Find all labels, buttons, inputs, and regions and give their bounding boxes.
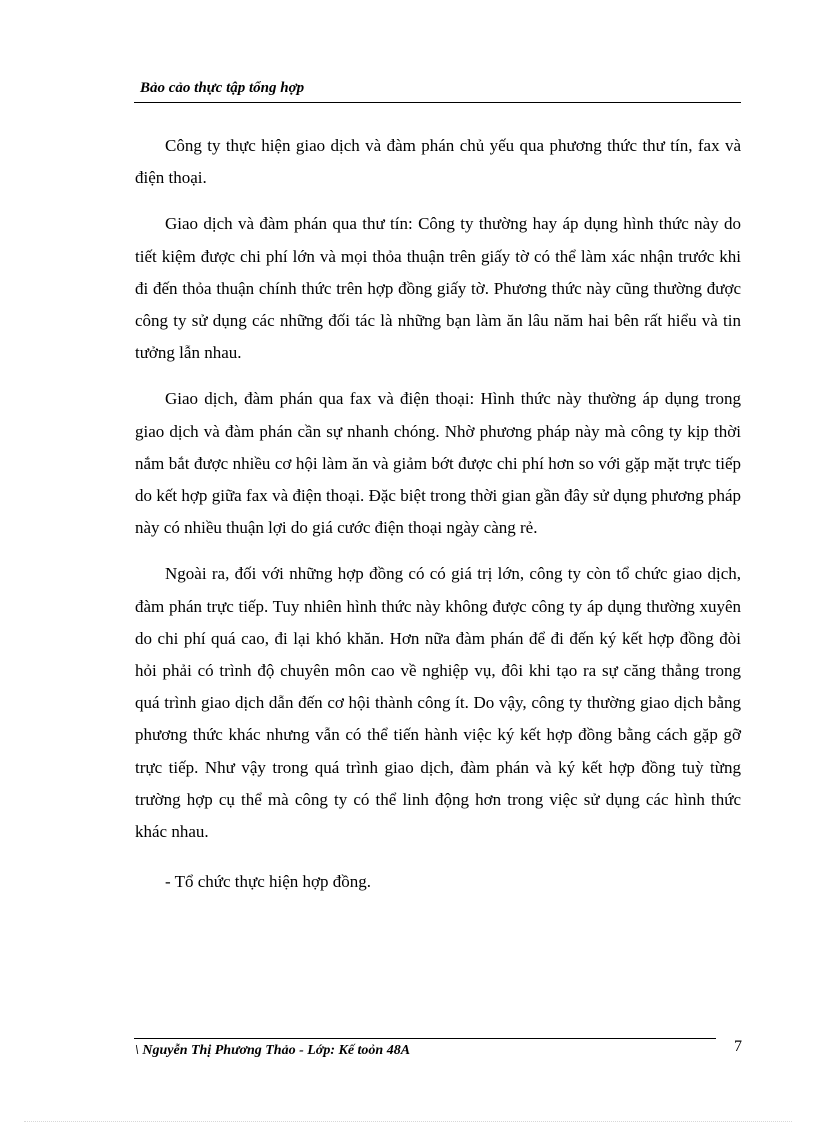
page-edge (24, 1121, 792, 1122)
header-divider (134, 102, 741, 103)
footer-divider (134, 1038, 716, 1039)
footer-author: \ Nguyễn Thị Phương Thảo - Lớp: Kế toỏn 48A (135, 1043, 411, 1058)
document-body (135, 130, 741, 898)
page-number: 7 (734, 1038, 742, 1055)
page-header-title: Bảo cảo thực tập tổng hợp (140, 80, 305, 96)
paragraph: Công ty thực hiện giao dịch và đàm phán chủ yếu qua phương thức thư tín, fax và điện thoại. (135, 136, 741, 188)
paragraph: Ngoài ra, đối với những hợp đồng có có giá trị lớn, công ty còn tổ chức giao dịch, đàm phán trực tiếp. Tuy nhiên hình thức này không được công ty áp dụng thường xuyên do chi phí quá cao, đi lại khó khăn. Hơn nữa đàm phán để đi đến ký kết hợp đồng đòi hỏi phải có trình độ chuyên môn cao về nghiệp vụ, đôi khi tạo ra sự căng thẳng trong quá trình giao dịch dẫn đến cơ hội thành công ít. Do vậy, công ty thường giao dịch bằng phương thức khác nhưng vẫn có thể tiến hành việc ký kết hợp đồng bằng cách gặp gỡ trực tiếp. Như vậy trong quá trình giao dịch, đàm phán và ký kết hợp đồng tuỳ từng trường hợp cụ thể mà công ty có thể linh động hơn trong việc sử dụng các hình thức khác nhau. (135, 564, 741, 842)
paragraph: Giao dịch và đàm phán qua thư tín: Công ty thường hay áp dụng hình thức này do tiết kiệm được chi phí lớn và mọi thỏa thuận trên giấy tờ có thể làm xác nhận trước khi đi đến thỏa thuận chính thức trên hợp đồng giấy tờ. Phương thức này cũng thường được công ty sử dụng các những đối tác là những bạn làm ăn lâu năm hai bên rất hiểu và tin tưởng lẫn nhau. (135, 214, 741, 363)
paragraph: Giao dịch, đàm phán qua fax và điện thoại: Hình thức này thường áp dụng trong giao dịch và đàm phán cần sự nhanh chóng. Nhờ phương pháp này mà công ty kịp thời nắm bắt được nhiều cơ hội làm ăn và giảm bớt được chi phí hơn so với gặp mặt trực tiếp do kết hợp giữa fax và điện thoại. Đặc biệt trong thời gian gần đây sử dụng phương pháp này có nhiều thuận lợi do giá cước điện thoại ngày càng rẻ. (135, 389, 741, 538)
bullet-item: - Tổ chức thực hiện hợp đồng. (165, 872, 372, 892)
